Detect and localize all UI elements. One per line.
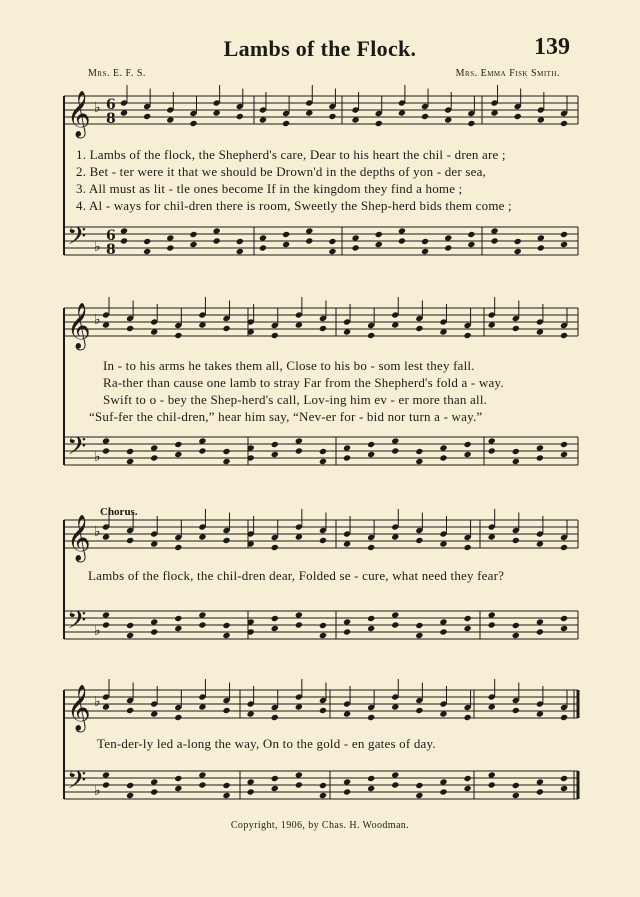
- flat-sign-icon: ♭: [94, 783, 101, 799]
- note-head: [343, 628, 351, 635]
- time-signature-bottom: 8: [106, 111, 116, 127]
- note-head: [222, 325, 230, 332]
- note-head: [463, 625, 471, 632]
- note-head: [560, 544, 568, 551]
- note-head: [463, 714, 471, 721]
- verse-2-line-2: Ra-ther than cause one lamb to stray Far from the Shepherd's fold a - way.: [103, 375, 504, 390]
- note-head: [560, 785, 568, 792]
- note-head: [126, 448, 134, 455]
- chorus-line-1: Lambs of the flock, the chil-dren dear, Folded se - cure, what need they fear?: [88, 568, 505, 583]
- note-head: [415, 782, 423, 789]
- note-head: [488, 621, 496, 628]
- note-head: [391, 621, 399, 628]
- note-head: [102, 447, 110, 454]
- note-head: [222, 632, 230, 639]
- note-head: [512, 458, 520, 465]
- flat-sign-icon: ♭: [94, 449, 101, 465]
- note-head: [536, 454, 544, 461]
- bass-clef-icon: 𝄢: [67, 766, 87, 801]
- note-head: [463, 332, 471, 339]
- note-head: [560, 241, 568, 248]
- music-credit: Mrs. Emma Fisk Smith.: [455, 68, 560, 79]
- bass-clef-icon: 𝄢: [67, 432, 87, 467]
- note-head: [415, 707, 423, 714]
- note-head: [560, 615, 568, 622]
- note-head: [512, 325, 520, 332]
- note-head: [236, 248, 244, 255]
- note-head: [319, 458, 327, 465]
- flat-sign-icon: ♭: [94, 100, 101, 116]
- flat-sign-icon: ♭: [94, 312, 101, 328]
- note-head: [166, 244, 174, 251]
- note-head: [512, 782, 520, 789]
- note-head: [398, 237, 406, 244]
- note-head: [391, 781, 399, 788]
- note-head: [126, 458, 134, 465]
- note-head: [463, 544, 471, 551]
- note-head: [174, 714, 182, 721]
- note-head: [189, 120, 197, 127]
- note-head: [222, 792, 230, 799]
- note-head: [189, 241, 197, 248]
- note-head: [512, 537, 520, 544]
- note-head: [174, 332, 182, 339]
- note-head: [560, 775, 568, 782]
- note-head: [537, 244, 545, 251]
- bass-clef-icon: 𝄢: [67, 606, 87, 641]
- note-head: [150, 454, 158, 461]
- note-head: [463, 785, 471, 792]
- note-head: [319, 448, 327, 455]
- note-head: [143, 113, 151, 120]
- note-head: [236, 113, 244, 120]
- note-head: [319, 325, 327, 332]
- note-head: [367, 714, 375, 721]
- note-head: [143, 238, 151, 245]
- note-head: [213, 237, 221, 244]
- flat-sign-icon: ♭: [94, 694, 101, 710]
- note-head: [271, 544, 279, 551]
- note-head: [222, 458, 230, 465]
- note-head: [305, 237, 313, 244]
- note-head: [271, 441, 279, 448]
- note-head: [512, 448, 520, 455]
- note-head: [367, 544, 375, 551]
- note-head: [560, 714, 568, 721]
- time-signature-bottom: 8: [106, 242, 116, 258]
- note-head: [488, 447, 496, 454]
- note-head: [126, 792, 134, 799]
- note-head: [415, 448, 423, 455]
- note-head: [343, 454, 351, 461]
- note-head: [222, 537, 230, 544]
- note-head: [560, 231, 568, 238]
- note-head: [560, 120, 568, 127]
- note-head: [467, 241, 475, 248]
- note-head: [367, 785, 375, 792]
- note-head: [421, 238, 429, 245]
- note-head: [271, 785, 279, 792]
- note-head: [415, 792, 423, 799]
- note-head: [367, 441, 375, 448]
- note-head: [126, 622, 134, 629]
- page-number: 139: [534, 34, 570, 60]
- verse-3-line-1: 3. All must as lit - tle ones become If in the kingdom they find a home ;: [76, 181, 463, 196]
- note-head: [143, 248, 151, 255]
- time-signature-top: 6: [106, 228, 116, 244]
- note-head: [328, 113, 336, 120]
- treble-clef-icon: 𝄞: [67, 303, 91, 349]
- note-head: [375, 120, 383, 127]
- note-head: [463, 775, 471, 782]
- note-head: [367, 775, 375, 782]
- note-head: [467, 231, 475, 238]
- note-head: [126, 632, 134, 639]
- note-head: [174, 775, 182, 782]
- note-head: [222, 448, 230, 455]
- note-head: [295, 781, 303, 788]
- note-head: [463, 615, 471, 622]
- verse-3-line-2: Swift to o - bey the Shep-herd's call, Lov-ing him ev - er more than all.: [103, 392, 488, 407]
- hymn-title: Lambs of the Flock.: [223, 36, 417, 61]
- note-head: [319, 632, 327, 639]
- note-head: [319, 707, 327, 714]
- note-head: [512, 622, 520, 629]
- note-head: [512, 632, 520, 639]
- verse-4-line-1: 4. Al - ways for chil-dren there is room, Sweetly the Shep-herd bids them come ;: [76, 198, 512, 213]
- note-head: [514, 238, 522, 245]
- note-head: [295, 621, 303, 628]
- note-head: [271, 451, 279, 458]
- note-head: [126, 782, 134, 789]
- note-head: [271, 775, 279, 782]
- treble-clef-icon: 𝄞: [67, 515, 91, 561]
- note-head: [343, 788, 351, 795]
- note-head: [439, 454, 447, 461]
- note-head: [102, 621, 110, 628]
- note-head: [560, 451, 568, 458]
- note-head: [367, 451, 375, 458]
- note-head: [421, 248, 429, 255]
- note-head: [198, 447, 206, 454]
- note-head: [174, 785, 182, 792]
- verse-2-line-1: 2. Bet - ter were it that we should be Drown'd in the depths of yon - der sea,: [76, 164, 487, 179]
- note-head: [295, 447, 303, 454]
- note-head: [126, 537, 134, 544]
- note-head: [536, 628, 544, 635]
- note-head: [415, 537, 423, 544]
- note-head: [319, 537, 327, 544]
- note-head: [198, 781, 206, 788]
- note-head: [512, 792, 520, 799]
- note-head: [536, 788, 544, 795]
- note-head: [328, 248, 336, 255]
- note-head: [102, 781, 110, 788]
- note-head: [222, 782, 230, 789]
- note-head: [120, 237, 128, 244]
- note-head: [282, 120, 290, 127]
- note-head: [319, 792, 327, 799]
- note-head: [463, 441, 471, 448]
- note-head: [222, 707, 230, 714]
- time-signature-top: 6: [106, 97, 116, 113]
- note-head: [415, 458, 423, 465]
- note-head: [236, 238, 244, 245]
- note-head: [222, 622, 230, 629]
- note-head: [174, 451, 182, 458]
- note-head: [560, 441, 568, 448]
- note-head: [415, 632, 423, 639]
- note-head: [439, 628, 447, 635]
- note-head: [375, 241, 383, 248]
- note-head: [282, 231, 290, 238]
- note-head: [391, 447, 399, 454]
- note-head: [174, 625, 182, 632]
- note-head: [150, 788, 158, 795]
- note-head: [150, 628, 158, 635]
- treble-clef-icon: 𝄞: [67, 91, 91, 137]
- note-head: [198, 621, 206, 628]
- verse-4-line-2: “Suf-fer the chil-dren,” hear him say, “Nev-er for - bid nor turn a - way.”: [89, 409, 483, 424]
- note-head: [174, 544, 182, 551]
- note-head: [328, 238, 336, 245]
- verse-1-line-2: In - to his arms he takes them all, Close to his bo - som lest they fall.: [103, 358, 475, 373]
- note-head: [488, 781, 496, 788]
- note-head: [439, 788, 447, 795]
- note-head: [421, 113, 429, 120]
- note-head: [514, 113, 522, 120]
- note-head: [271, 615, 279, 622]
- note-head: [444, 244, 452, 251]
- note-head: [271, 625, 279, 632]
- note-head: [512, 707, 520, 714]
- chorus-label: Chorus.: [100, 506, 138, 518]
- verse-1-line-1: 1. Lambs of the flock, the Shepherd's care, Dear to his heart the chil - dren are ;: [76, 147, 506, 162]
- note-head: [174, 441, 182, 448]
- note-head: [319, 622, 327, 629]
- note-head: [463, 451, 471, 458]
- note-head: [367, 332, 375, 339]
- note-head: [174, 615, 182, 622]
- note-head: [560, 332, 568, 339]
- note-head: [126, 325, 134, 332]
- note-head: [282, 241, 290, 248]
- note-head: [467, 120, 475, 127]
- note-head: [490, 237, 498, 244]
- note-head: [319, 782, 327, 789]
- note-head: [259, 244, 267, 251]
- note-head: [367, 615, 375, 622]
- note-head: [271, 332, 279, 339]
- note-head: [415, 622, 423, 629]
- flat-sign-icon: ♭: [94, 239, 101, 255]
- note-head: [189, 231, 197, 238]
- note-head: [415, 325, 423, 332]
- note-head: [375, 231, 383, 238]
- flat-sign-icon: ♭: [94, 524, 101, 540]
- note-head: [514, 248, 522, 255]
- chorus-line-2: Ten-der-ly led a-long the way, On to the gold - en gates of day.: [97, 736, 436, 751]
- note-head: [367, 625, 375, 632]
- treble-clef-icon: 𝄞: [67, 685, 91, 731]
- note-head: [560, 625, 568, 632]
- note-head: [351, 244, 359, 251]
- note-head: [271, 714, 279, 721]
- copyright-notice: Copyright, 1906, by Chas. H. Woodman.: [230, 820, 410, 831]
- note-head: [247, 788, 255, 795]
- note-head: [126, 707, 134, 714]
- words-credit: Mrs. E. F. S.: [88, 68, 146, 79]
- flat-sign-icon: ♭: [94, 623, 101, 639]
- bass-clef-icon: 𝄢: [67, 222, 87, 257]
